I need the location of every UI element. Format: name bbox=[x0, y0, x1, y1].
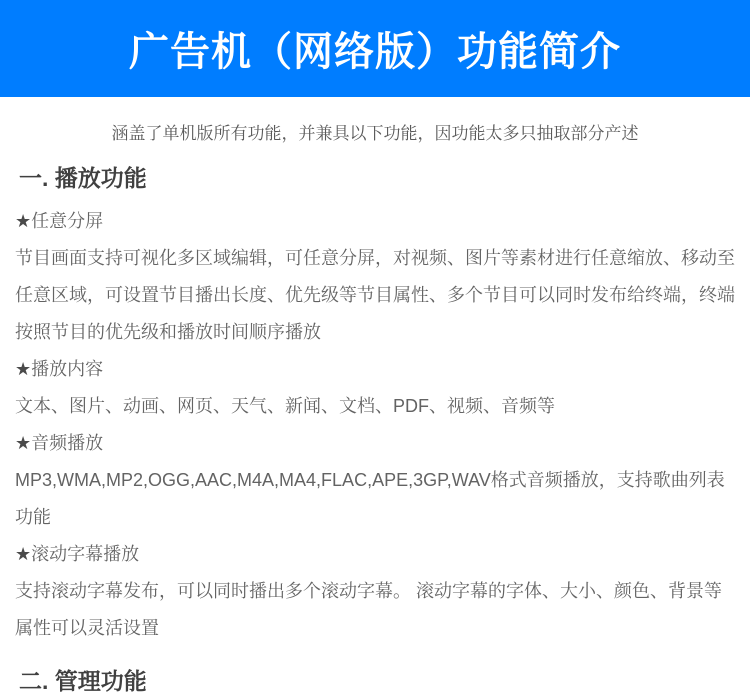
section-heading-management: 二. 管理功能 bbox=[19, 668, 147, 693]
feature-title-label: 滚动字幕播放 bbox=[31, 544, 140, 564]
page-title: 广告机（网络版）功能简介 bbox=[129, 30, 621, 74]
star-icon: ★ bbox=[15, 211, 32, 231]
feature-title-scrolling-subtitle bbox=[15, 536, 735, 573]
feature-title-split-screen bbox=[15, 203, 735, 240]
star-icon: ★ bbox=[15, 544, 32, 564]
star-icon: ★ bbox=[15, 359, 32, 379]
section-heading-playback: 一. 播放功能 bbox=[19, 165, 147, 191]
feature-title-label: 音频播放 bbox=[31, 433, 104, 453]
page-content bbox=[0, 122, 750, 693]
intro-text: 涵盖了单机版所有功能，并兼具以下功能，因功能太多只抽取部分产述 bbox=[111, 124, 639, 143]
feature-title-audio-play bbox=[15, 425, 735, 462]
feature-body-scrolling-subtitle: 支持滚动字幕发布，可以同时播出多个滚动字幕。 滚动字幕的字体、大小、颜色、背景等属性可以灵活设置 bbox=[15, 581, 722, 638]
feature-title-label: 任意分屏 bbox=[31, 211, 104, 231]
feature-body-split-screen: 节目画面支持可视化多区域编辑，可任意分屏，对视频、图片等素材进行任意缩放、移动至任意区域，可设置节目播出长度、优先级等节目属性、多个节目可以同时发布给终端，终端按照节目的优先级和播放时间顺序播放 bbox=[15, 248, 735, 342]
feature-body-audio-play: MP3,WMA,MP2,OGG,AAC,M4A,MA4,FLAC,APE,3GP,WAV格式音频播放，支持歌曲列表功能 bbox=[15, 470, 725, 527]
star-icon: ★ bbox=[15, 433, 32, 453]
page-banner bbox=[0, 0, 750, 97]
feature-title-play-content bbox=[15, 351, 735, 388]
feature-body-play-content: 文本、图片、动画、网页、天气、新闻、文档、PDF、视频、音频等 bbox=[15, 396, 555, 416]
feature-title-label: 播放内容 bbox=[31, 359, 104, 379]
